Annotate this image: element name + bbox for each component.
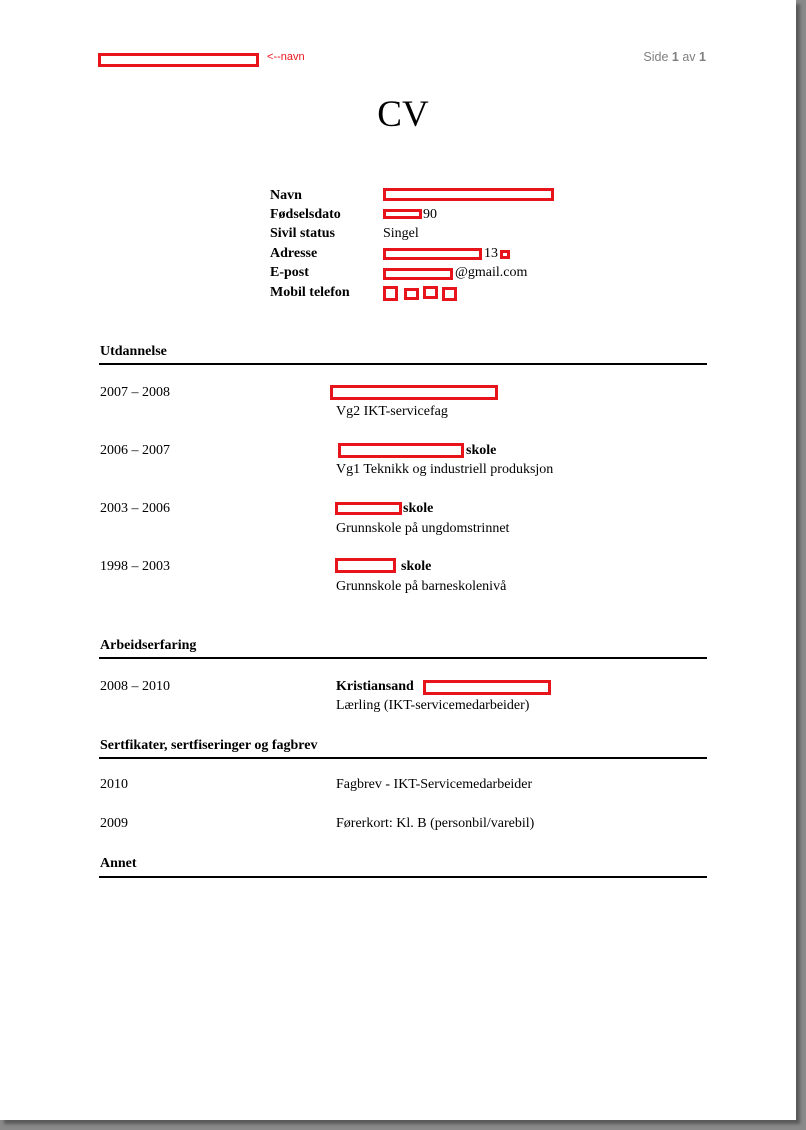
redacted-employer-name xyxy=(423,680,551,695)
certificate-date: 2009 xyxy=(100,816,128,831)
education-date: 2007 – 2008 xyxy=(100,385,170,400)
name-label: Navn xyxy=(270,188,302,203)
page-number: Side 1 av 1 xyxy=(643,50,706,64)
address-label: Adresse xyxy=(270,246,318,261)
redacted-phone-part xyxy=(442,287,457,301)
education-school: skole xyxy=(466,443,497,458)
education-description: Vg2 IKT-servicefag xyxy=(336,404,448,419)
certificate-description: Førerkort: Kl. B (personbil/varebil) xyxy=(336,816,535,831)
email-label: E-post xyxy=(270,265,309,280)
education-school: skole xyxy=(401,559,432,574)
birth-value-fragment: 90 xyxy=(423,207,437,222)
redacted-school-name xyxy=(335,502,402,515)
education-description: Grunnskole på ungdomstrinnet xyxy=(336,521,510,536)
redacted-email-user xyxy=(383,268,453,280)
education-date: 2006 – 2007 xyxy=(100,443,170,458)
redacted-address-value xyxy=(383,248,482,260)
certificate-date: 2010 xyxy=(100,777,128,792)
education-description: Grunnskole på barneskolenivå xyxy=(336,579,507,594)
civil-status-label: Sivil status xyxy=(270,226,335,241)
section-rule xyxy=(99,363,707,365)
redacted-phone-part xyxy=(383,286,398,301)
header-note: <--navn xyxy=(267,51,305,63)
section-title-certificates: Sertfikater, sertfiseringer og fagbrev xyxy=(100,738,318,753)
section-title-other: Annet xyxy=(100,856,137,871)
section-rule xyxy=(99,657,707,659)
work-description: Lærling (IKT-servicemedarbeider) xyxy=(336,698,530,713)
redacted-birth-value xyxy=(383,209,422,219)
education-description: Vg1 Teknikk og industriell produksjon xyxy=(336,462,554,477)
section-rule xyxy=(99,757,707,759)
document-title: CV xyxy=(377,94,429,135)
section-title-work: Arbeidserfaring xyxy=(100,638,197,653)
education-date: 1998 – 2003 xyxy=(100,559,170,574)
address-value-fragment: 13 xyxy=(484,246,498,261)
section-title-education: Utdannelse xyxy=(100,344,167,359)
redacted-school-name xyxy=(330,385,498,400)
work-date: 2008 – 2010 xyxy=(100,679,170,694)
redacted-phone-part xyxy=(423,286,438,299)
section-rule xyxy=(99,876,707,878)
education-school: skole xyxy=(403,501,434,516)
birth-label: Fødselsdato xyxy=(270,207,341,222)
redacted-name-box xyxy=(98,53,259,67)
redacted-school-name xyxy=(335,558,396,573)
work-employer: Kristiansand xyxy=(336,679,414,694)
redacted-address-suffix xyxy=(500,250,510,259)
redacted-name-value xyxy=(383,188,554,201)
civil-status-value: Singel xyxy=(383,226,419,241)
education-date: 2003 – 2006 xyxy=(100,501,170,516)
redacted-phone-part xyxy=(404,288,419,300)
email-value-fragment: @gmail.com xyxy=(455,265,528,280)
mobile-label: Mobil telefon xyxy=(270,285,350,300)
certificate-description: Fagbrev - IKT-Servicemedarbeider xyxy=(336,777,533,792)
redacted-school-name xyxy=(338,443,464,458)
